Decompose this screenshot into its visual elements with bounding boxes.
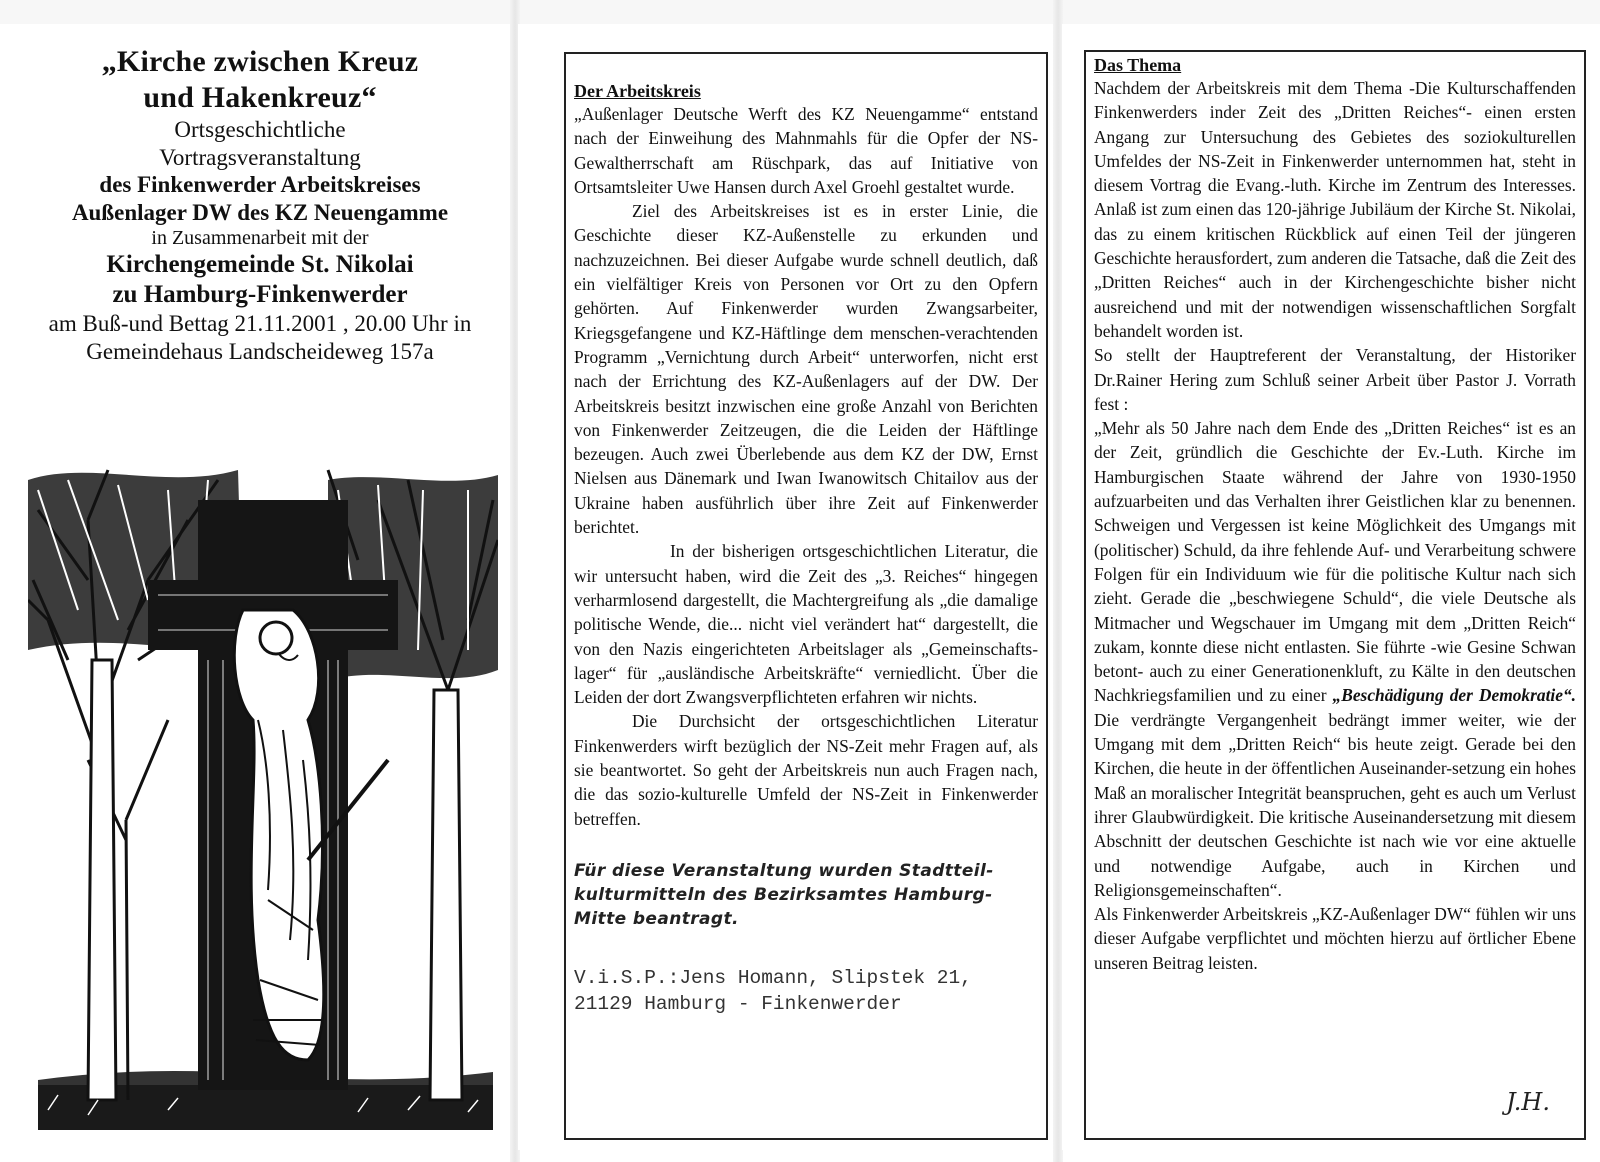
arbeitskreis-paragraph-2: Ziel des Arbeitskreises ist es in erster Linie, die Geschichte dieser KZ-Außenstelle zu erkunden und nachzuzeichnen. Bei dieser Aufgabe wurde schnell deutlich, daß ein vielfältiger Kreis von Personen vor Ort zu den Opfern gehörten. Auf Finkenwerder wurden Zwangsarbeiter, Kriegsgefangene und KZ-Häftlinge dem menschen-verachtenden Programm „Vernichtung durch Arbeit“ unterworfen, nicht erst nach der Errichtung des KZ-Außenlagers auf der DW. Der Arbeitskreis besitzt inzwischen eine große Anzahl von Berichten von Finkenwerder Zeitzeugen, die die Leiden der Häftlinge bezeugen. Auch zwei Überlebende aus dem KZ der DW, Ernst Nielsen aus Dänemark und Iwan Iwanowitsch Chitailov aus der Ukraine haben ausführlich über ihre Zeit auf Finkenwerder berichtet.: [574, 201, 1038, 538]
visp-line-2: 21129 Hamburg - Finkenwerder: [574, 992, 902, 1015]
cover-parish-2: zu Hamburg-Finkenwerder: [112, 281, 408, 309]
cover-date-line: am Buß-und Bettag 21.11.2001 , 20.00 Uhr in: [48, 311, 472, 337]
arbeitskreis-paragraph-3: In der bisherigen ortsgeschichtlichen Literatur, die wir untersucht haben, wird die Zeit des „3. Reiches“ hingegen verharmlosend dargestellt, die Machtergreifung als „die damalige politische Wende, die... nicht viel verändert hat“ dargestellt, die von den Nazis eingerichteten Arbeitslager als „Gemeinschafts-lager“ für „ausländische Arbeitskräfte“ verniedlicht. Über die Leiden der dort Zwangsverpflichteten erfahren wir nichts.: [574, 541, 1038, 708]
thema-quote-part-1: „Mehr als 50 Jahre nach dem Ende des „Dritten Reiches“ ist es an der Zeit, gründlich die Geschichte der Ev.-Luth. Kirche im Hamburgischen Staate während der Jahre von 1930-1950 aufzuarbeiten und das Verhalten ihrer Geistlichen klar zu benennen. Schweigen und Vergessen ist keine Möglichkeit des Umgangs mit (politischer) Schuld, da ihre fehlende Auf- und Verarbeitung schwere Folgen für ein Individuum wie für die politische Kultur nach sich zieht. Gerade die „beschwiegene Schuld“, die viele Deutsche als Mitmacher und Wegschauer im Umgang mit dem „Dritten Reich“ zukam, konnte diese nicht entlasten. Sie führte -wie Gesine Schwan betont- auch zu einer Generationenkluft, zu Kälte in den deutschen Nachkriegsfamilien und zu einer: [1094, 418, 1576, 706]
signature: J.H.: [1506, 1088, 1550, 1116]
thema-paragraph-4: Als Finkenwerder Arbeitskreis „KZ-Außenlager DW“ fühlen wir uns dieser Aufgabe verpflichtet und möchten hierzu auf örtlicher Ebene unseren Beitrag leisten.: [1094, 904, 1576, 973]
cover-heading-block: [10, 44, 510, 366]
cover-parish-1: Kirchengemeinde St. Nikolai: [106, 251, 414, 279]
cover-title-line-2: und Hakenkreuz“: [143, 81, 377, 114]
thema-quote-part-2: Die verdrängte Vergangenheit bedrängt immer weiter, wie der Umgang mit dem „Dritten Reich“ bis heute zeigt. Gerade bei den Kirchen, die heute in der öffentlichen Auseinander-setzung ein hohes Maß an moralischer Integrität beanspruchen, geht es auch um Verlust ihrer Glaubwürdigkeit. Die kritische Auseinandersetzung mit diesem Abschnitt der deutschen Geschichte ist nach wie vor eine aktuelle und notwendige Aufgabe, auch in Kirchen und Religionsgemeinschaften“.: [1094, 709, 1576, 900]
cover-title-line-1: „Kirche zwischen Kreuz: [101, 45, 419, 78]
thema-paragraph-1: Nachdem der Arbeitskreis mit dem Thema -Die Kulturschaffenden Finkenwerders inder Zeit des „Dritten Reiches“- einen ersten Angang zur Untersuchung des Gebietes des soziokulturellen Umfeldes der NS-Zeit in Finkenwerder unternommen hat, steht in diesem Vortrag die Evang.-luth. Kirche im Zentrum des Interesses. Anlaß ist zum einen das 120-jährige Jubiläum der Kirche St. Nikolai, das zu einem kritischen Rückblick auf einen Teil der jüngeren Geschichte herausfordert, zum anderen die Tatsache, daß die Zeit des „Dritten Reiches“ auch in der Kirchengeschichte bisher nicht ausreichend und mit der notwendigen wissenschaftlichen Sorgfalt behandelt worden ist.: [1094, 78, 1576, 341]
arbeitskreis-paragraph-4: Die Durchsicht der ortsgeschichtlichen Literatur Finkenwerders wirft bezüglich der NS-Zeit mehr Fragen auf, als sie beantwortet. So geht der Arbeitskreis nun auch Fragen nach, die das sozio-kulturelle Umfeld der NS-Zeit in Finkenwerder betreffen.: [574, 711, 1038, 829]
cover-organizer-2: Außenlager DW des KZ Neuengamme: [71, 199, 449, 225]
thema-quote-emphasis: „Beschädigung der Demokratie“.: [1332, 685, 1577, 706]
thema-heading: Das Thema: [1094, 55, 1182, 75]
cover-venue: Gemeindehaus Landscheideweg 157a: [86, 338, 434, 364]
thema-text-frame: [1084, 50, 1586, 1140]
cover-subtitle-2: Vortragsveranstaltung: [159, 144, 361, 170]
arbeitskreis-text-frame: [564, 52, 1048, 1140]
funding-note: Für diese Veranstaltung wurden Stadtteil-kulturmitteln des Bezirksamtes Hamburg-Mitte beantragt.: [574, 860, 994, 929]
cover-cooperation: in Zusammenarbeit mit der: [151, 227, 369, 250]
visp-line-1: V.i.S.P.:Jens Homann, Slipstek 21,: [574, 966, 972, 989]
visp-imprint: [574, 965, 1038, 1017]
cover-organizer-1: des Finkenwerder Arbeitskreises: [99, 172, 421, 198]
arbeitskreis-paragraph-1: „Außenlager Deutsche Werft des KZ Neuengamme“ entstand nach der Einweihung des Mahnmahls für die Opfer der NS-Gewaltherrschaft am Rüschpark, das auf Initiative von Ortsamtsleiter Uwe Hansen durch Axel Groehl gestaltet wurde.: [574, 104, 1038, 197]
thema-paragraph-2: So stellt der Hauptreferent der Veranstaltung, der Historiker Dr.Rainer Hering zum Schluß seiner Arbeit über Pastor J. Vorrath fest :: [1094, 345, 1576, 414]
cover-subtitle-1: Ortsgeschichtliche: [174, 117, 346, 142]
scan-top-margin: [0, 0, 1600, 24]
arbeitskreis-heading: Der Arbeitskreis: [574, 81, 701, 101]
thema-quote: [1094, 416, 1576, 902]
church-cross-trees-woodcut-icon: [28, 460, 498, 1140]
